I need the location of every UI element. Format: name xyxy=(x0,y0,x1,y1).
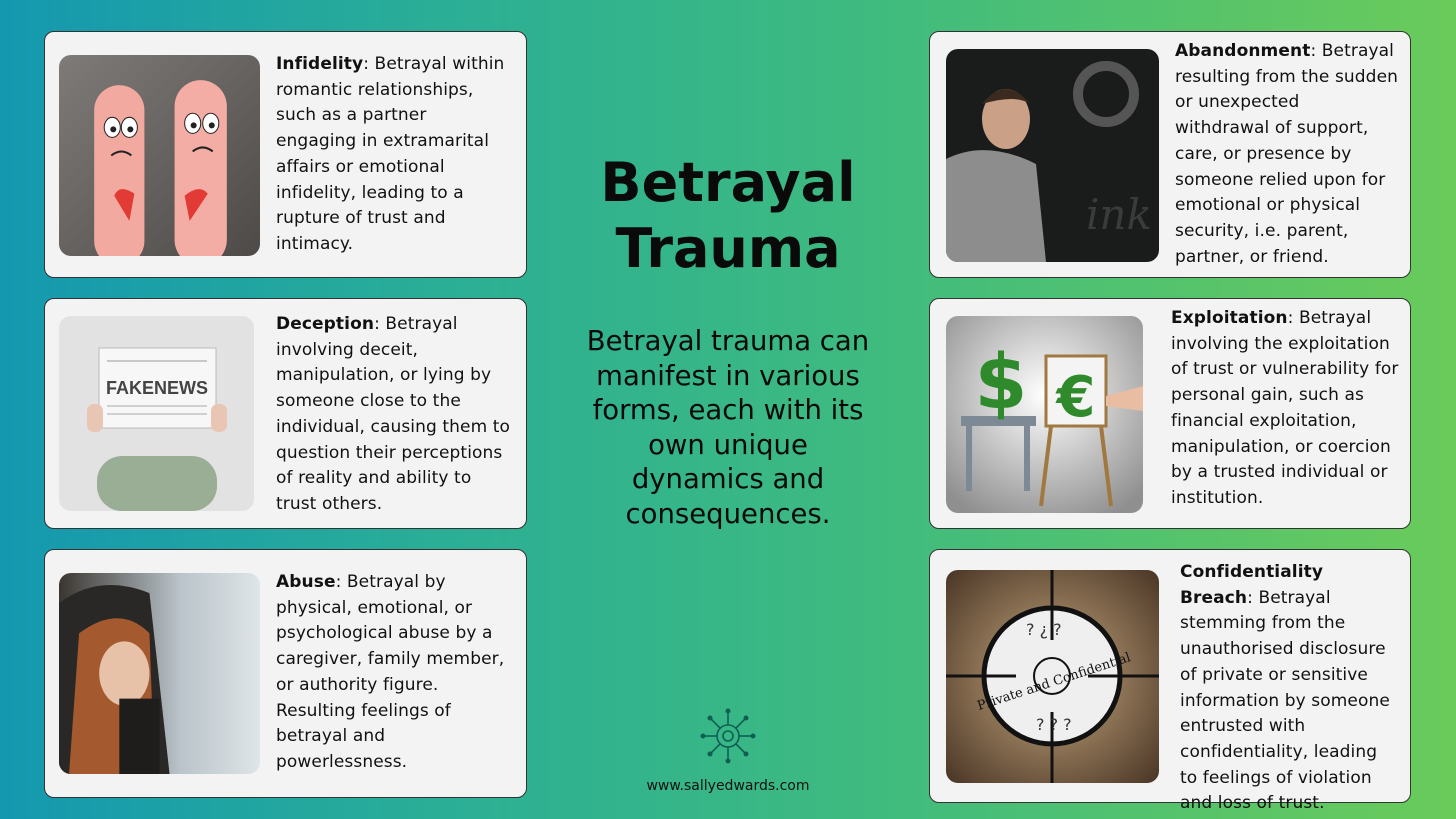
infidelity-text xyxy=(276,52,512,258)
confidentiality-term: Confidentiality Breach xyxy=(1180,562,1324,608)
exploitation-image xyxy=(946,316,1143,513)
exploitation-desc: : Betrayal involving the exploitation of trust or vulnerability for personal gain, such as financial exploitation, manipulation, or coercion by a trusted individual or institution. xyxy=(1171,308,1399,508)
confidentiality-desc: : Betrayal stemming from the unauthorised disclosure of private or sensitive information by someone entrusted with confidentiality, leading to feelings of violation and loss of trust. xyxy=(1180,587,1390,814)
fakenews-text: FAKENEWS xyxy=(105,378,209,398)
exploitation-text xyxy=(1171,306,1399,512)
deception-desc: : Betrayal involving deceit, manipulation, or lying by someone close to the individual, causing them to question their perceptions of reality and ability to trust others. xyxy=(276,314,511,514)
abuse-text xyxy=(276,570,512,776)
deception-term: Deception xyxy=(276,314,375,334)
svg-text:? ¿ ?: ? ¿ ? xyxy=(1026,620,1062,639)
abandonment-text xyxy=(1175,39,1399,270)
deception-text xyxy=(276,312,512,518)
confidentiality-image xyxy=(946,570,1159,783)
page-title: Betrayal Trauma xyxy=(600,151,856,280)
card-infidelity xyxy=(44,31,527,278)
private-confidential-text: Private and Confidential xyxy=(975,650,1133,715)
svg-text:? ? ?: ? ? ? xyxy=(1036,715,1072,734)
website-url: www.sallyedwards.com xyxy=(646,778,810,794)
abandonment-image xyxy=(946,49,1159,262)
svg-text:$: $ xyxy=(974,337,1028,426)
abuse-desc: : Betrayal by physical, emotional, or psychological abuse by a caregiver, family member, or authority figure. Resulting feelings of betrayal and powerlessness. xyxy=(276,572,505,772)
deception-image xyxy=(59,316,254,511)
card-confidentiality xyxy=(929,549,1411,814)
infidelity-desc: : Betrayal within romantic relationships, such as a partner engaging in extramarital affairs or emotional infidelity, leading to a rupture of trust and intimacy. xyxy=(276,54,505,254)
abuse-image xyxy=(59,573,260,774)
page-subtitle: Betrayal trauma can manifest in various forms, each with its own unique dynamics and consequences. xyxy=(586,325,870,530)
infidelity-image xyxy=(59,55,260,256)
svg-text:€: € xyxy=(1056,365,1096,430)
card-exploitation xyxy=(929,298,1411,529)
abandonment-term: Abandonment xyxy=(1175,41,1311,61)
logo-icon xyxy=(700,708,756,764)
exploitation-term: Exploitation xyxy=(1171,308,1288,328)
abuse-term: Abuse xyxy=(276,572,336,592)
card-abuse xyxy=(44,549,527,798)
card-deception xyxy=(44,298,527,529)
confidentiality-text xyxy=(1180,560,1396,817)
abandonment-desc: : Betrayal resulting from the sudden or unexpected withdrawal of support, care, or presence by someone relied upon for emotional or physical security, i.e. parent, partner, or friend. xyxy=(1175,41,1399,267)
card-abandonment xyxy=(929,31,1411,278)
svg-text:ink: ink xyxy=(1086,190,1152,239)
infidelity-term: Infidelity xyxy=(276,54,364,74)
